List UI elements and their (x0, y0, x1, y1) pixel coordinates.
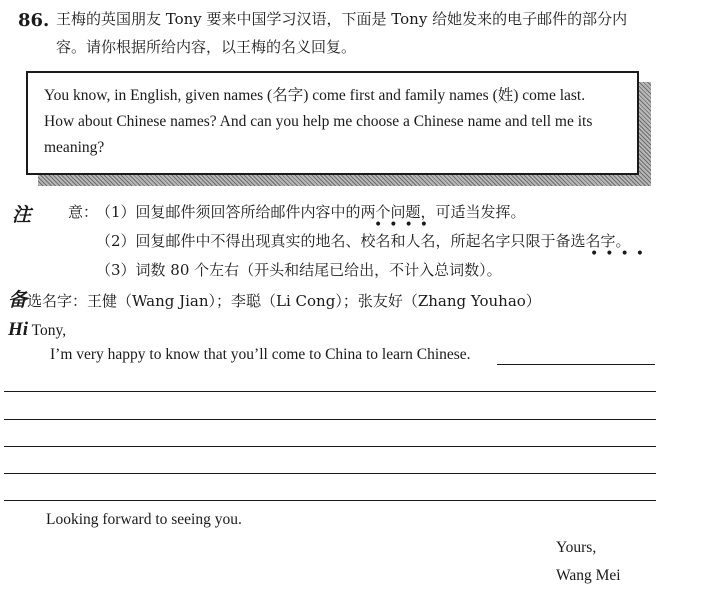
letter-signature: Wang Mei (556, 567, 621, 584)
answer-line[interactable] (4, 419, 656, 420)
greeting-hi: Hi (8, 319, 29, 340)
question-prompt-line-2: 容。请你根据所给内容，以王梅的名义回复。 (56, 38, 357, 56)
backup-names-text: 选名字：王健（Wang Jian）；李聪（Li Cong）；张友好（Zhang Youhao） (27, 292, 541, 310)
email-line-1: You know, in English, given names (名字) come first and family names (姓) come last. (44, 87, 586, 104)
note-label: 注 (12, 204, 32, 226)
letter-greeting (8, 319, 66, 341)
letter-sign-off: Yours, (556, 539, 597, 556)
answer-line[interactable] (4, 500, 656, 501)
question-number: 86. (18, 10, 50, 31)
emphasis-dots-two-questions: •••• (374, 217, 436, 233)
note-label-suffix: 意： (68, 203, 99, 221)
question-prompt-line-1: 王梅的英国朋友 Tony 要来中国学习汉语，下面是 Tony 给她发来的电子邮件的部分内 (56, 10, 628, 28)
answer-line[interactable] (4, 391, 656, 392)
answer-line[interactable] (4, 473, 656, 474)
backup-names-label-char: 备 (8, 289, 28, 311)
note-item-3: （3）词数 80 个左右（开头和结尾已给出，不计入总词数）。 (96, 261, 502, 279)
note-item-1: （1）回复邮件须回答所给邮件内容中的两个问题，可适当发挥。 (96, 203, 526, 221)
answer-blank-inline[interactable] (497, 364, 655, 365)
note-item-2: （2）回复邮件中不得出现真实的地名、校名和人名，所起名字只限于备选名字。 (96, 232, 631, 250)
backup-names-line (8, 289, 541, 312)
email-line-2: How about Chinese names? And can you help me choose a Chinese name and tell me its (44, 113, 593, 130)
email-line-3: meaning? (44, 139, 105, 156)
letter-opening: I’m very happy to know that you’ll come to China to learn Chinese. (50, 346, 471, 363)
emphasis-dots-backup-names: •••• (590, 246, 652, 262)
letter-closing: Looking forward to seeing you. (46, 511, 242, 528)
answer-line[interactable] (4, 446, 656, 447)
greeting-name: Tony, (28, 322, 67, 339)
email-excerpt-box (26, 71, 639, 175)
